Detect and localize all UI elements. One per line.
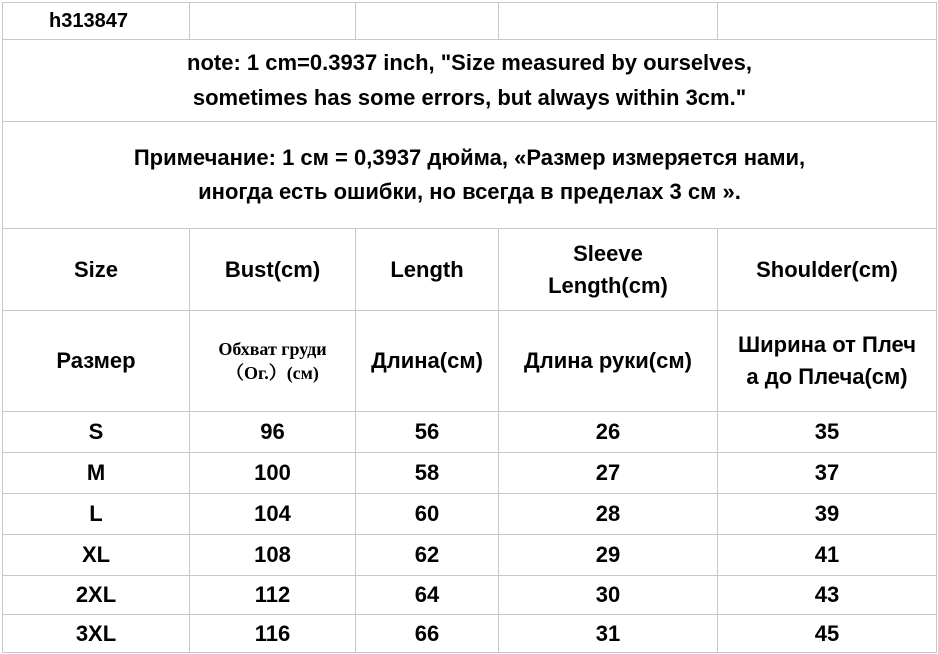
- note-ru-row: [3, 122, 937, 229]
- header-sleeve-line-1: Sleeve: [573, 240, 643, 266]
- header-sleeve-line-2: Length(cm): [548, 272, 668, 298]
- code-row: [3, 3, 937, 40]
- note-en-line-2: sometimes has some errors, but always within 3cm.": [192, 84, 747, 110]
- cell-size: M: [3, 453, 190, 494]
- cell-length: 66: [356, 615, 499, 653]
- cell-bust: 104: [190, 494, 356, 535]
- cell-sleeve: 26: [499, 412, 718, 453]
- header-ru-shoulder: [718, 311, 937, 412]
- table-row: [3, 615, 937, 653]
- header-ru-row: [3, 311, 937, 412]
- header-ru-bust: [190, 311, 356, 412]
- cell-size: 3XL: [3, 615, 190, 653]
- cell-sleeve: 30: [499, 576, 718, 615]
- cell-bust: 96: [190, 412, 356, 453]
- empty-cell: [190, 3, 356, 40]
- header-length: Length: [356, 229, 499, 311]
- table-row: [3, 412, 937, 453]
- cell-bust: 100: [190, 453, 356, 494]
- header-shoulder: Shoulder(cm): [718, 229, 937, 311]
- cell-size: 2XL: [3, 576, 190, 615]
- cell-length: 56: [356, 412, 499, 453]
- product-code: h313847: [3, 3, 190, 40]
- note-en-row: [3, 40, 937, 122]
- cell-bust: 116: [190, 615, 356, 653]
- cell-length: 64: [356, 576, 499, 615]
- note-ru-line-1: Примечание: 1 см = 0,3937 дюйма, «Размер измеряется нами,: [133, 144, 806, 170]
- cell-size: L: [3, 494, 190, 535]
- header-ru-length: Длина(см): [356, 311, 499, 412]
- cell-sleeve: 31: [499, 615, 718, 653]
- cell-shoulder: 37: [718, 453, 937, 494]
- cell-sleeve: 27: [499, 453, 718, 494]
- cell-bust: 108: [190, 535, 356, 576]
- cell-size: S: [3, 412, 190, 453]
- cell-size: XL: [3, 535, 190, 576]
- cell-shoulder: 41: [718, 535, 937, 576]
- note-ru-line-2: иногда есть ошибки, но всегда в пределах 3 см ».: [198, 179, 741, 204]
- header-sleeve: [499, 229, 718, 311]
- cell-sleeve: 28: [499, 494, 718, 535]
- table-row: [3, 453, 937, 494]
- header-en-row: [3, 229, 937, 311]
- header-ru-sleeve: Длина руки(см): [499, 311, 718, 412]
- note-en-line-1: note: 1 cm=0.3937 inch, "Size measured by ourselves,: [187, 50, 752, 76]
- cell-length: 58: [356, 453, 499, 494]
- empty-cell: [356, 3, 499, 40]
- header-ru-size: Размер: [3, 311, 190, 412]
- table-row: [3, 494, 937, 535]
- cell-shoulder: 39: [718, 494, 937, 535]
- cell-sleeve: 29: [499, 535, 718, 576]
- cell-shoulder: 45: [718, 615, 937, 653]
- cell-shoulder: 35: [718, 412, 937, 453]
- size-chart-table: [2, 2, 937, 653]
- header-ru-shoulder-line-1: Ширина от Плеч: [738, 332, 916, 358]
- note-english: [3, 40, 937, 122]
- header-ru-bust-line-1: Обхват груди: [218, 338, 327, 359]
- header-ru-shoulder-line-2: а до Плеча(см): [746, 364, 908, 389]
- empty-cell: [718, 3, 937, 40]
- header-size: Size: [3, 229, 190, 311]
- cell-length: 62: [356, 535, 499, 576]
- header-bust: Bust(cm): [190, 229, 356, 311]
- table-row: [3, 576, 937, 615]
- header-ru-bust-line-2: （Ог.）(см): [226, 363, 319, 383]
- cell-length: 60: [356, 494, 499, 535]
- cell-shoulder: 43: [718, 576, 937, 615]
- table-row: [3, 535, 937, 576]
- note-russian: [3, 122, 937, 229]
- empty-cell: [499, 3, 718, 40]
- cell-bust: 112: [190, 576, 356, 615]
